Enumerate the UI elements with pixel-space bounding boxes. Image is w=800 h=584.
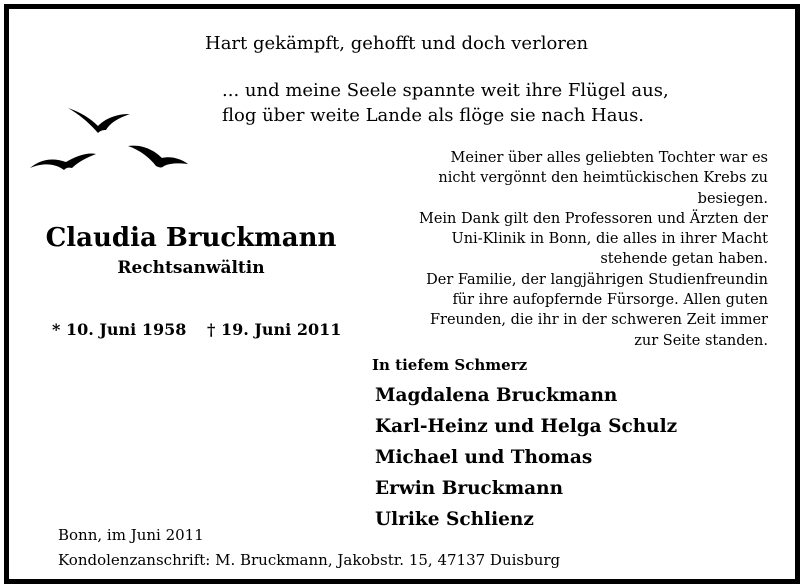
quote-line-2: ... und meine Seele spannte weit ihre Flügel aus,	[222, 80, 669, 101]
condolence-address: Kondolenzanschrift: M. Bruckmann, Jakobstr. 15, 47137 Duisburg	[58, 551, 561, 569]
mourner-name: Magdalena Bruckmann	[375, 385, 618, 406]
mourners-list	[375, 380, 677, 535]
quote-line-3: flog über weite Lande als flöge sie nach Haus.	[222, 105, 645, 126]
death-date: † 19. Juni 2011	[207, 320, 342, 339]
mourner-name: Ulrike Schlienz	[375, 509, 534, 530]
thanks-line: für ihre aufopfernde Fürsorge. Allen guten	[452, 292, 768, 309]
grief-label: In tiefem Schmerz	[372, 356, 528, 374]
mourner-name: Erwin Bruckmann	[375, 478, 564, 499]
thanks-line: nicht vergönnt den heimtückischen Krebs zu	[438, 170, 768, 187]
mourner-name: Karl-Heinz und Helga Schulz	[375, 416, 678, 437]
thanks-line: Der Familie, der langjährigen Studienfreundin	[426, 271, 768, 288]
mourner-name: Michael und Thomas	[375, 447, 593, 468]
deceased-name: Claudia Bruckmann	[45, 223, 337, 253]
quote-verse	[222, 78, 669, 128]
quote-line-1: Hart gekämpft, gehofft und doch verloren	[205, 33, 589, 54]
thanks-line: stehende getan haben.	[600, 251, 768, 268]
thanks-line: besiegen.	[697, 190, 768, 207]
birth-date: * 10. Juni 1958	[52, 320, 187, 339]
thanks-line: Uni-Klinik in Bonn, die alles in ihrer Macht	[451, 231, 768, 248]
thanks-line: Freunden, die ihr in der schweren Zeit immer	[429, 312, 768, 329]
place-date: Bonn, im Juni 2011	[58, 526, 204, 544]
deceased-profession: Rechtsanwältin	[117, 258, 265, 278]
thanks-line: Mein Dank gilt den Professoren und Ärzten der	[418, 210, 768, 227]
thanks-line: zur Seite standen.	[634, 332, 768, 349]
thanks-line: Meiner über alles geliebten Tochter war es	[450, 150, 768, 166]
birds-illustration	[28, 100, 218, 185]
thanks-text	[376, 148, 768, 351]
